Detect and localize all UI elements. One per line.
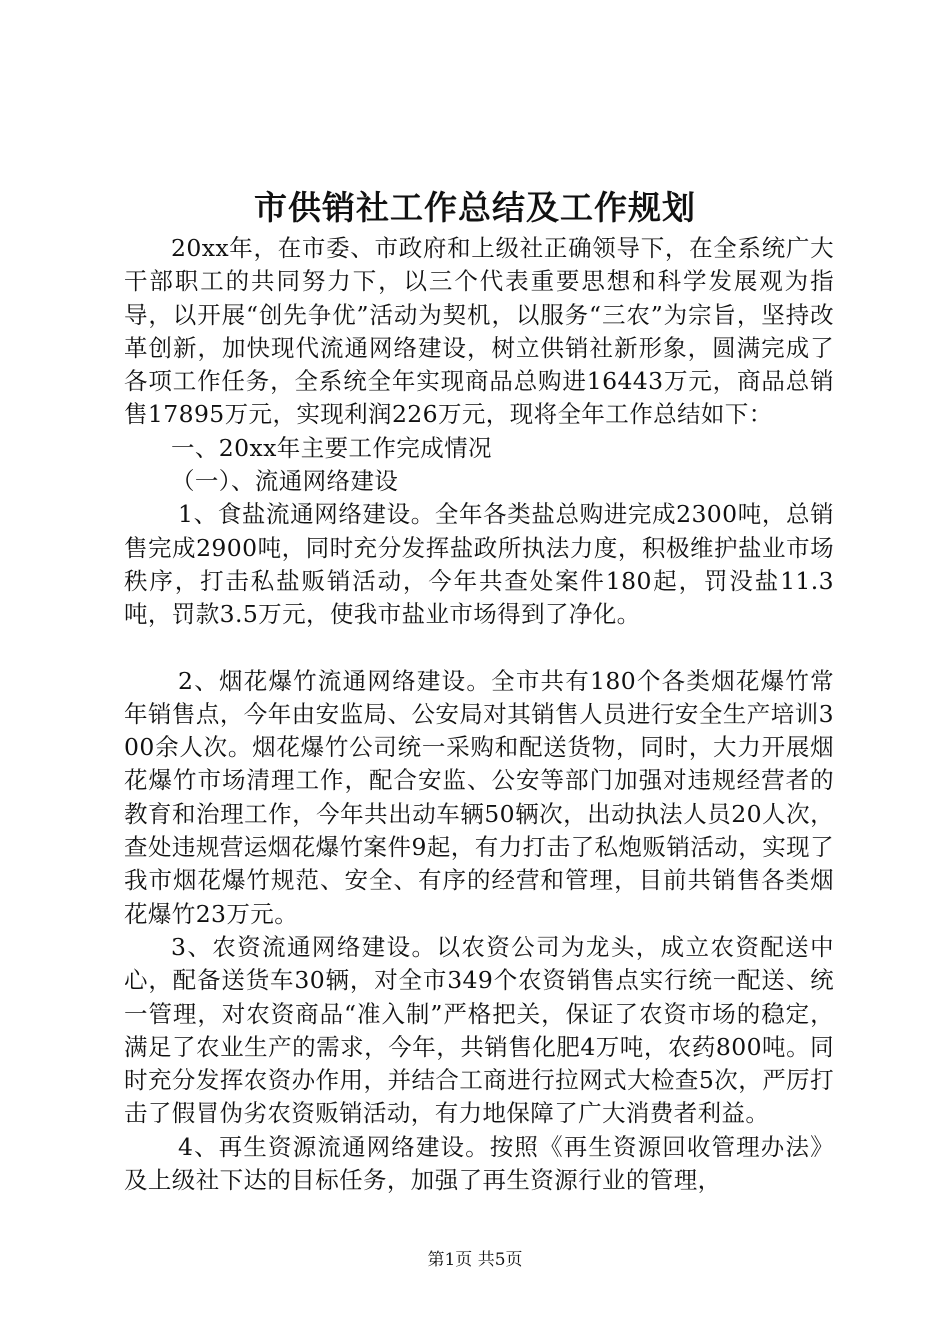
paragraph-salt-network: 1、食盐流通网络建设。全年各类盐总购进完成2300吨，总销售完成2900吨，同时充分发挥盐政所执法力度，积极维护盐业市场秩序，打击私盐贩销活动，今年共查处案件180起，罚没盐11.3吨，罚款3.5万元，使我市盐业市场得到了净化。 [124, 500, 834, 629]
paragraph-fireworks-network: 2、烟花爆竹流通网络建设。全市共有180个各类烟花爆竹常年销售点，今年由安监局、公安局对其销售人员进行安全生产培训300余人次。烟花爆竹公司统一采购和配送货物，同时，大力开展烟花爆竹市场清理工作，配合安监、公安等部门加强对违规经营者的教育和治理工作，今年共出动车辆50辆次，出动执法人员20人次，查处违规营运烟花爆竹案件9起，有力打击了私炮贩销活动，实现了我市烟花爆竹规范、安全、有序的经营和管理，目前共销售各类烟花爆竹23万元。 [124, 666, 834, 928]
subsection-heading-1: （一）、流通网络建设 [171, 467, 399, 496]
paragraph-agri-supplies-network: 3、农资流通网络建设。以农资公司为龙头，成立农资配送中心，配备送货车30辆，对全市349个农资销售点实行统一配送、统一管理，对农资商品“准入制”严格把关，保证了农资市场的稳定，满足了农业生产的需求，今年，共销售化肥4万吨，农药800吨。同时充分发挥农资办作用，并结合工商进行拉网式大检查5次，严厉打击了假冒伪劣农资贩销活动，有力地保障了广大消费者利益。 [124, 932, 834, 1128]
paragraph-recycling-network: 4、再生资源流通网络建设。按照《再生资源回收管理办法》及上级社下达的目标任务，加强了再生资源行业的管理， [124, 1132, 834, 1195]
paragraph-intro: 20xx年，在市委、市政府和上级社正确领导下，在全系统广大干部职工的共同努力下，以三个代表重要思想和科学发展观为指导，以开展“创先争优”活动为契机，以服务“三农”为宗旨，坚持改革创新，加快现代流通网络建设，树立供销社新形象，圆满完成了各项工作任务，全系统全年实现商品总购进16443万元，商品总销售17895万元，实现利润226万元，现将全年工作总结如下： [124, 234, 834, 429]
document-body [124, 232, 834, 1197]
section-heading-1: 一、20xx年主要工作完成情况 [171, 433, 492, 462]
page-number-footer: 第1页 共5页 [427, 1250, 523, 1270]
document-title: 市供销社工作总结及工作规划 [254, 188, 696, 227]
